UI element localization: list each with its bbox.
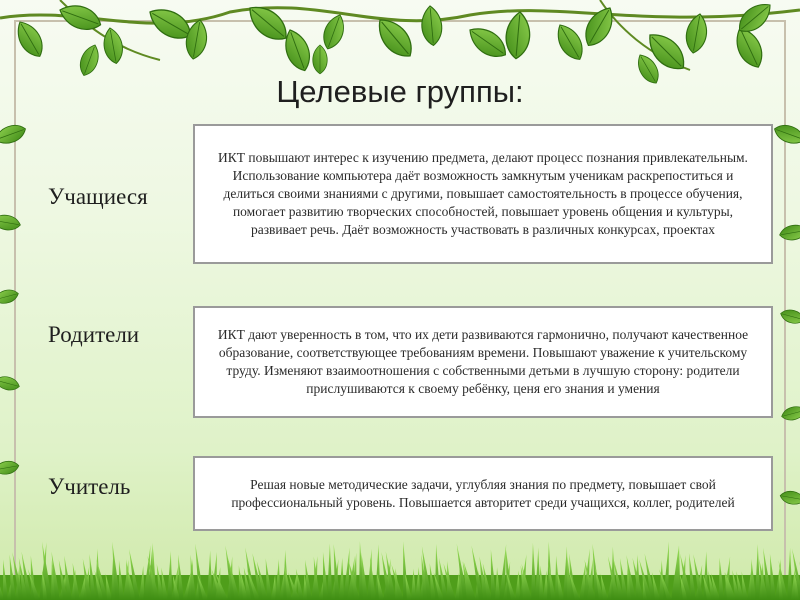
row-label-teacher: Учитель xyxy=(48,474,131,499)
grass-blade xyxy=(535,547,540,600)
grass-blade xyxy=(327,543,332,600)
grass-blade xyxy=(491,549,496,600)
row-label-students: Учащиеся xyxy=(48,184,148,209)
text-box-students: ИКТ повышают интерес к изучению предмета, делают процесс познания привлекательным. Использование компьютера даёт возможность замкнутым ученикам раскрепоститься и делиться своими знаниями с другими, повышает самостоятельность в процессе обучения, помогает развитию творческих способностей, повышает уровень общения и культуры, развивает речь. Даёт возможность участвовать в различных конкурсах, проектах xyxy=(193,124,773,264)
text-box-parents: ИКТ дают уверенность в том, что их дети развиваются гармонично, получают качественное образование, соответствующее требованиям времени. Повышают уважение к учительскому труду. Изменяют взаимоотношения с собственными детьми в лучшую сторону: родители прислушиваются к своему ребёнку, ценя его знания и умения xyxy=(193,306,773,418)
slide-title: Целевые группы: xyxy=(276,74,524,109)
grass-blade xyxy=(787,548,792,600)
row-label-parents: Родители xyxy=(48,322,140,347)
grass-blade xyxy=(755,544,760,600)
grass-blade xyxy=(531,543,536,600)
text-box-teacher: Решая новые методические задачи, углубляя знания по предмету, повышает свой профессиональный уровень. Повышается авторитет среди учащихся, коллег, родителей xyxy=(193,456,773,531)
